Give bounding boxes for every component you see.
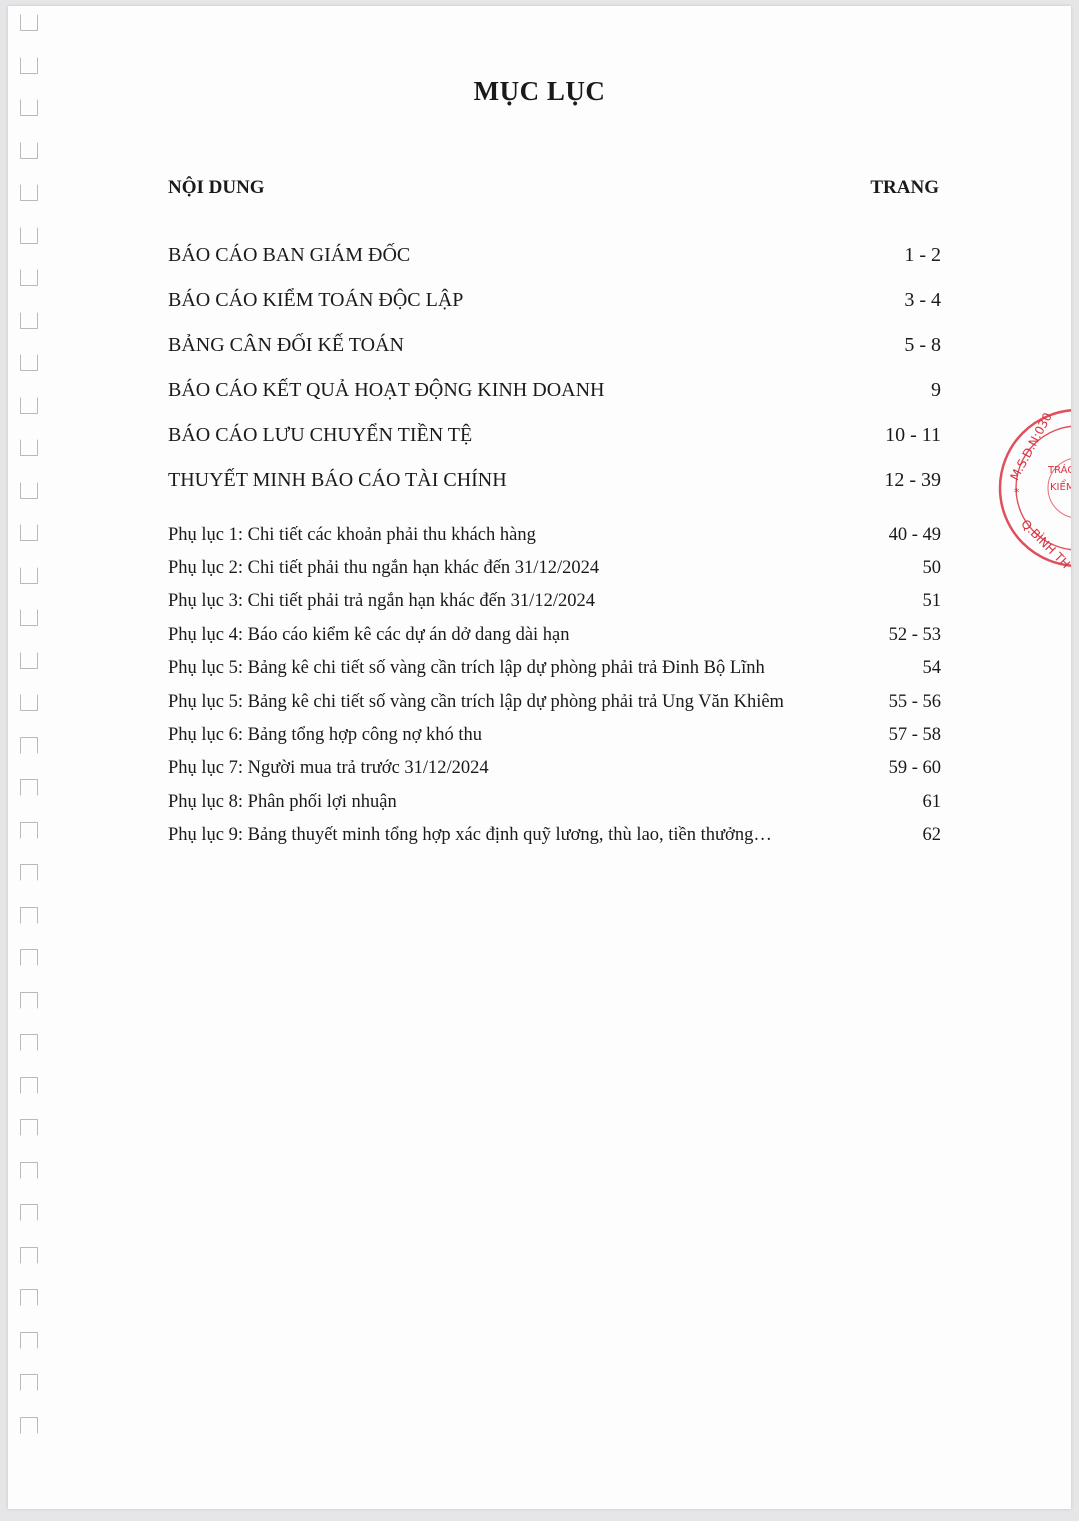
binding-hole — [20, 397, 38, 414]
svg-text:*: * — [1014, 486, 1020, 499]
appendix-entry — [168, 725, 941, 746]
appendix-entry-page: 59 - 60 — [888, 758, 941, 778]
page-column-header: TRANG — [870, 177, 939, 198]
binding-hole — [20, 694, 38, 711]
content-column-header: NỘI DUNG — [168, 177, 265, 198]
binding-hole — [20, 1034, 38, 1051]
appendix-entry-title: Phụ lục 7: Người mua trả trước 31/12/2024 — [168, 758, 489, 778]
spiral-binding — [20, 14, 46, 1474]
appendix-entry-page: 57 - 58 — [888, 725, 941, 745]
binding-hole — [20, 1162, 38, 1179]
toc-entry-page: 5 - 8 — [904, 334, 941, 356]
svg-text:TRÁC: TRÁC — [1048, 465, 1075, 476]
binding-hole — [20, 269, 38, 286]
appendix-entry-title: Phụ lục 1: Chi tiết các khoản phải thu khách hàng — [168, 525, 536, 545]
appendix-entry-page: 50 — [922, 558, 941, 578]
binding-hole — [20, 1204, 38, 1221]
binding-hole — [20, 1374, 38, 1391]
toc-entry — [168, 424, 941, 447]
toc-entry-title: BÁO CÁO LƯU CHUYỂN TIỀN TỆ — [168, 424, 473, 446]
binding-hole — [20, 524, 38, 541]
appendix-entry-page: 51 — [922, 591, 941, 611]
svg-text:KIỂM: KIỂM — [1050, 482, 1075, 493]
appendix-entry — [168, 525, 941, 546]
binding-hole — [20, 864, 38, 881]
page-title: MỤC LỤC — [473, 76, 606, 106]
appendix-entry-title: Phụ lục 9: Bảng thuyết minh tổng hợp xác định quỹ lương, thù lao, tiền thưởng… — [168, 825, 772, 845]
binding-hole — [20, 227, 38, 244]
binding-hole — [20, 992, 38, 1009]
appendix-entry — [168, 825, 941, 846]
toc-entry — [168, 334, 941, 357]
binding-hole — [20, 737, 38, 754]
appendix-entry — [168, 692, 941, 713]
binding-hole — [20, 142, 38, 159]
appendix-entry-title: Phụ lục 3: Chi tiết phải trả ngắn hạn khác đến 31/12/2024 — [168, 591, 595, 611]
appendix-entry-page: 54 — [922, 658, 941, 678]
appendix-entry — [168, 658, 941, 679]
binding-hole — [20, 1077, 38, 1094]
toc-entry-title: BÁO CÁO BAN GIÁM ĐỐC — [168, 244, 411, 266]
toc-entry-page: 3 - 4 — [904, 289, 941, 311]
toc-entry-title: THUYẾT MINH BÁO CÁO TÀI CHÍNH — [168, 469, 507, 491]
binding-hole — [20, 1332, 38, 1349]
appendix-entry — [168, 758, 941, 779]
toc-entry-page: 12 - 39 — [884, 469, 941, 491]
binding-hole — [20, 482, 38, 499]
appendix-entry-title: Phụ lục 8: Phân phối lợi nhuận — [168, 792, 397, 812]
appendix-entry-title: Phụ lục 5: Bảng kê chi tiết số vàng cần trích lập dự phòng phải trả Ung Văn Khiêm — [168, 692, 784, 712]
binding-hole — [20, 567, 38, 584]
toc-entry-title: BÁO CÁO KIỂM TOÁN ĐỘC LẬP — [168, 289, 464, 311]
appendix-entry — [168, 558, 941, 579]
appendix-entry-title: Phụ lục 6: Bảng tổng hợp công nợ khó thu — [168, 725, 483, 745]
company-seal-stamp — [998, 398, 1075, 578]
appendix-entry-page: 61 — [922, 792, 941, 812]
binding-hole — [20, 907, 38, 924]
appendix-entry-page: 40 - 49 — [888, 525, 941, 545]
binding-hole — [20, 779, 38, 796]
appendix-entry — [168, 792, 941, 813]
toc-entry — [168, 244, 941, 267]
binding-hole — [20, 1417, 38, 1434]
binding-hole — [20, 354, 38, 371]
toc-entry — [168, 289, 941, 312]
binding-hole — [20, 1247, 38, 1264]
binding-hole — [20, 1119, 38, 1136]
toc-entry-page: 1 - 2 — [904, 244, 941, 266]
binding-hole — [20, 57, 38, 74]
appendix-entry-title: Phụ lục 5: Bảng kê chi tiết số vàng cần trích lập dự phòng phải trả Đinh Bộ Lĩnh — [168, 658, 765, 678]
appendix-entry — [168, 625, 941, 646]
appendix-entry-page: 55 - 56 — [888, 692, 941, 712]
toc-entry-page: 9 — [931, 379, 941, 401]
toc-entry-page: 10 - 11 — [885, 424, 941, 446]
document-page — [8, 6, 1075, 1509]
binding-hole — [20, 949, 38, 966]
binding-hole — [20, 1289, 38, 1306]
appendix-entry-page: 52 - 53 — [888, 625, 941, 645]
appendix-entry-title: Phụ lục 4: Báo cáo kiểm kê các dự án dở dang dài hạn — [168, 625, 570, 645]
appendix-entry-title: Phụ lục 2: Chi tiết phải thu ngắn hạn khác đến 31/12/2024 — [168, 558, 600, 578]
toc-entry-title: BẢNG CÂN ĐỐI KẾ TOÁN — [168, 334, 404, 356]
toc-entry-title: BÁO CÁO KẾT QUẢ HOẠT ĐỘNG KINH DOANH — [168, 379, 605, 401]
binding-hole — [20, 184, 38, 201]
binding-hole — [20, 439, 38, 456]
binding-hole — [20, 312, 38, 329]
binding-hole — [20, 822, 38, 839]
binding-hole — [20, 652, 38, 669]
svg-text:M.S.D.N:030: M.S.D.N:030 — [1007, 410, 1055, 483]
toc-entry — [168, 469, 941, 492]
toc-entry — [168, 379, 941, 402]
binding-hole — [20, 14, 38, 31]
svg-text:Q.BÌNH TH: Q.BÌNH TH — [1018, 516, 1073, 572]
appendix-entry-page: 62 — [922, 825, 941, 845]
appendix-entry — [168, 591, 941, 612]
binding-hole — [20, 609, 38, 626]
